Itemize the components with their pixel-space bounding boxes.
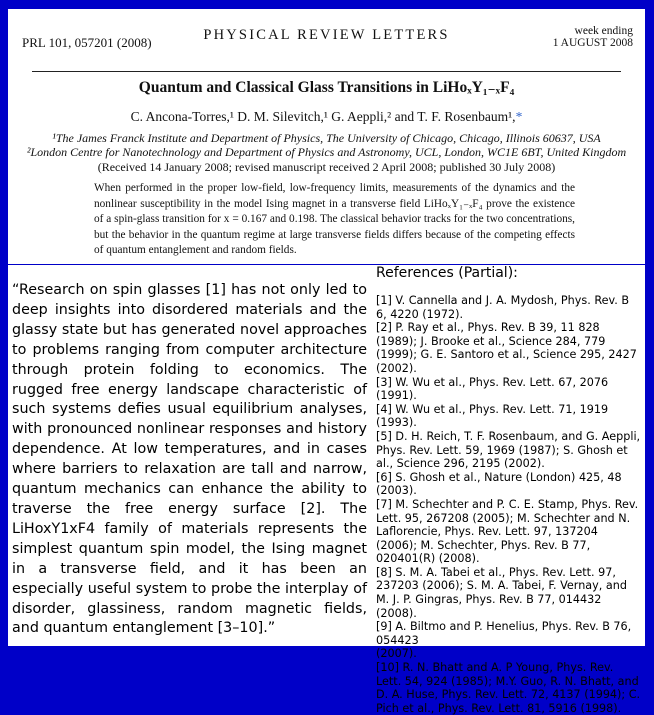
quote-panel <box>8 265 371 646</box>
week-ending-label: week ending <box>574 25 633 37</box>
received-dates: (Received 14 January 2008; revised manuscript received 2 April 2008; published 30 July 2008) <box>97 160 556 174</box>
affiliation-2: ²London Centre for Nanotechnology and Department of Physics and Astronomy, UCL, London, WC1E 6BT, United Kingdom <box>26 145 627 159</box>
week-ending-date: 1 AUGUST 2008 <box>552 37 633 49</box>
journal-citation: PRL 101, 057201 (2008) <box>22 35 152 50</box>
header-rule <box>32 71 621 72</box>
references-title: References (Partial): <box>376 265 518 281</box>
references-list <box>376 294 642 715</box>
reference-item: [2] P. Ray et al., Phys. Rev. B 39, 11 828 (1989); J. Brooke et al., Science 284, 779 (1999); G. E. Santoro et al., Science 295, 2427 (2002). <box>376 321 637 375</box>
reference-item: [6] S. Ghosh et al., Nature (London) 425, 48 (2003). <box>376 470 622 498</box>
paper-title: Quantum and Classical Glass Transitions in LiHoₓY₁₋ₓF₄ <box>138 79 515 96</box>
references-panel <box>371 265 645 715</box>
affiliation-1: ¹The James Franck Institute and Department of Physics, The University of Chicago, Chicago, Illinois 60637, USA <box>52 131 601 145</box>
corresponding-author-mark[interactable]: * <box>515 109 523 124</box>
reference-item: [1] V. Cannella and J. A. Mydosh, Phys. Rev. B 6, 4220 (1972). <box>376 294 630 321</box>
reference-item: [9] A. Biltmo and P. Henelius, Phys. Rev. B 76, 054423 (2007). <box>376 620 632 661</box>
reference-item: [7] M. Schechter and P. C. E. Stamp, Phys. Rev. Lett. 95, 267208 (2005); M. Schechter and N. Laflorencie, Phys. Rev. Lett. 97, 137204 (2006); M. Schechter, Phys. Rev. B 77, 020401(R) (2008). <box>376 497 639 566</box>
reference-item: [4] W. Wu et al., Phys. Rev. Lett. 71, 1919 (1993). <box>376 402 609 430</box>
journal-name: PHYSICAL REVIEW LETTERS <box>203 27 450 43</box>
reference-item: [5] D. H. Reich, T. F. Rosenbaum, and G. Aeppli, Phys. Rev. Lett. 59, 1969 (1987); S. Ghosh et al., Science 296, 2195 (2002). <box>376 429 641 471</box>
quote-text: “Research on spin glasses [1] has not only led to deep insights into disordered materials and the glassy state but has generated novel approaches to problems ranging from computer architecture through protein folding to economics. The rugged free energy landscape characteristic of such systems defies usual equilibrium analyses, with pronounced nonlinear responses and history dependence. At low temperatures, and in cases where barriers to relaxation are tall and narrow, quantum mechanics can enhance the ability to traverse the free energy surface [2]. The LiHoxY1xF4 family of materials represents the simplest quantum spin model, the Ising magnet in a transverse field, and it has been an especially useful system to probe the interplay of disorder, glassiness, random magnetic fields, and quantum entanglement [3–10].” <box>12 282 367 637</box>
reference-item: [8] S. M. A. Tabei et al., Phys. Rev. Lett. 97, 237203 (2006); S. M. A. Tabei, F. Vernay, and M. J. P. Gingras, Phys. Rev. B 77, 014432 (2008). <box>376 565 627 620</box>
journal-header <box>18 25 635 59</box>
reference-item: [10] R. N. Bhatt and A. P Young, Phys. Rev. Lett. 54, 924 (1985); M.Y. Guo, R. N. Bhatt, and D. A. Huse, Phys. Rev. Lett. 72, 4137 (1994); C. Pich et al., Phys. Rev. Lett. 81, 5916 (1998). <box>376 661 641 715</box>
abstract: When performed in the proper low-field, low-frequency limits, measurements of the dynamics and the nonlinear susceptibility in the model Ising magnet in a transverse field LiHoₓY₁₋ₓF₄ prove the existence of a spin-glass transition for x = 0.167 and 0.198. The classical behavior tracks for the two concentrations, but the behavior in the quantum regime at large transverse fields differs because of the competing effects of quantum entanglement and random fields. <box>94 182 575 256</box>
paper-excerpt-panel <box>8 9 645 264</box>
reference-item: [3] W. Wu et al., Phys. Rev. Lett. 67, 2076 (1991). <box>376 375 609 403</box>
paper-authors <box>8 109 645 125</box>
week-ending <box>553 25 633 49</box>
author-list: C. Ancona-Torres,¹ D. M. Silevitch,¹ G. Aeppli,² and T. F. Rosenbaum¹, <box>130 109 516 124</box>
